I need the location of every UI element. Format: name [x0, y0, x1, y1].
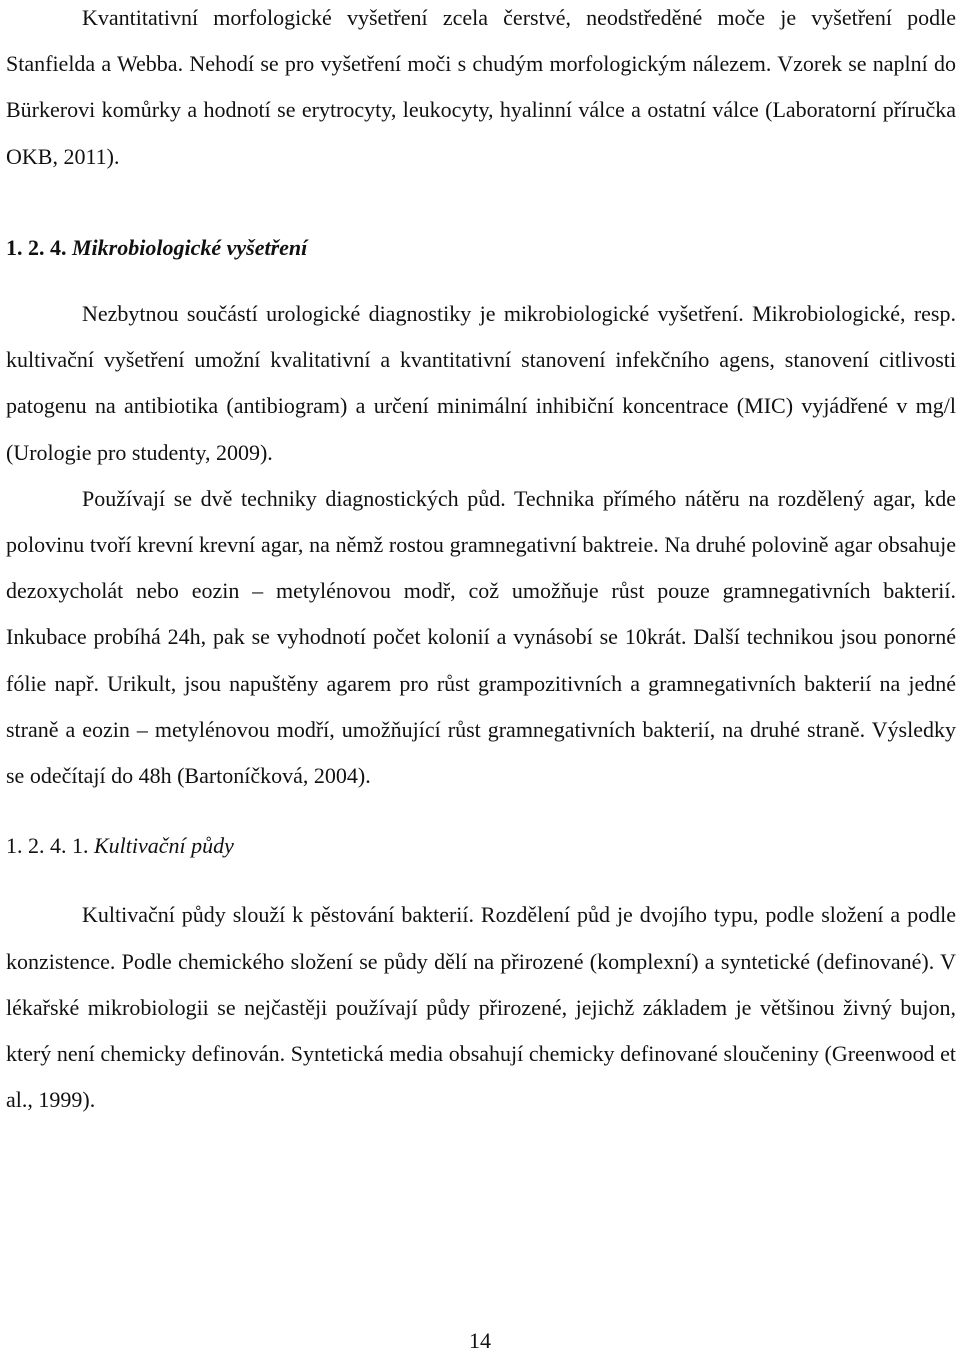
subsection-heading-culture-media: [6, 823, 956, 869]
spacer: [6, 180, 956, 225]
document-page: [6, 0, 956, 1123]
section-heading-microbiology: [6, 225, 956, 271]
section-title: Mikrobiologické vyšetření: [72, 234, 308, 260]
paragraph-diagnostic-techniques: Používají se dvě techniky diagnostických půd. Technika přímého nátěru na rozdělený agar, kde polovinu tvoří krevní krevní agar, na němž rostou gramnegativní baktreie. Na druhé polovině agar obsahuje dezoxycholát nebo eozin – metylénovou modř, což umožňuje růst pouze gramnegativních bakterií. Inkubace probíhá 24h, pak se vyhodnotí počet kolonií a vynásobí se 10krát. Další technikou jsou ponorné fólie např. Urikult, jsou napuštěny agarem pro růst grampozitivních a gramnegativních bakterií na jedné straně a eozin – metylénovou modří, umožňující růst gramnegativních bakterií, na druhé straně. Výsledky se odečítají do 48h (Bartoníčková, 2004).: [6, 485, 956, 789]
paragraph-microbiology-intro: Nezbytnou součástí urologické diagnostiky je mikrobiologické vyšetření. Mikrobiologické, resp. kultivační vyšetření umožní kvalitativní a kvantitativní stanovení infekčního agens, stanovení citlivosti patogenu na antibiotika (antibiogram) a určení minimální inhibiční koncentrace (MIC) vyjádřené v mg/l (Urologie pro studenty, 2009).: [6, 301, 956, 465]
subsection-title: Kultivační půdy: [94, 833, 234, 859]
spacer: [6, 869, 956, 892]
paragraph-culture-media: Kultivační půdy slouží k pěstování bakterií. Rozdělení půd je dvojího typu, podle složení a podle konzistence. Podle chemického složení se půdy dělí na přirozené (komplexní) a syntetické (definované). V lékařské mikrobiologii se nejčastěji používají půdy přirozené, jejichž základem je většinou živný bujon, který není chemicky definován. Syntetická media obsahují chemicky definované sloučeniny (Greenwood et al., 1999).: [6, 902, 956, 1113]
spacer: [6, 799, 956, 823]
page-number: 14: [469, 1328, 491, 1353]
spacer: [6, 271, 956, 291]
section-number: 1. 2. 4.: [6, 234, 67, 260]
subsection-number: 1. 2. 4. 1.: [6, 833, 89, 859]
paragraph-urine-morphology: Kvantitativní morfologické vyšetření zcela čerstvé, neodstředěné moče je vyšetření podle Stanfielda a Webba. Nehodí se pro vyšetření moči s chudým morfologickým nálezem. Vzorek se naplní do Bürkerovi komůrky a hodnotí se erytrocyty, leukocyty, hyalinní válce a ostatní válce (Laboratorní příručka OKB, 2011).: [6, 5, 956, 169]
